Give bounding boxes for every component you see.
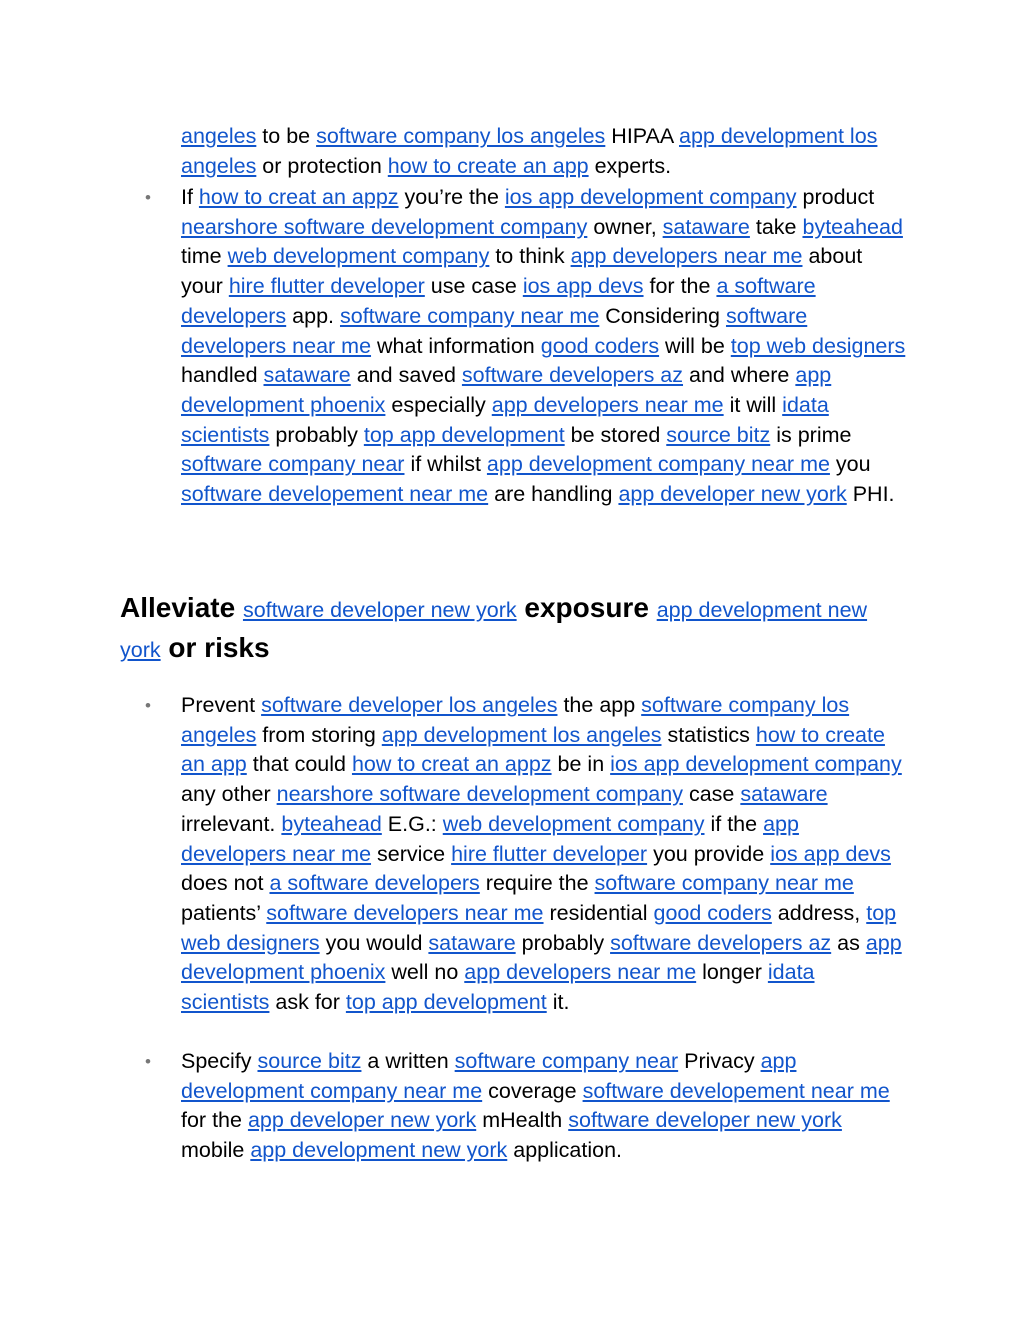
inline-link[interactable]: top web designers: [181, 900, 897, 955]
inline-link[interactable]: software company los angeles: [181, 693, 850, 747]
body-text: address,: [771, 900, 867, 925]
inline-link[interactable]: app development phoenix: [181, 930, 902, 985]
inline-link[interactable]: ios app devs: [770, 841, 891, 866]
bullet-paragraph-phi: [181, 183, 906, 510]
body-text: probably: [515, 930, 611, 955]
inline-link[interactable]: top web designers: [730, 333, 906, 358]
body-text: you provide: [647, 841, 771, 866]
inline-link[interactable]: software developers near me: [266, 900, 544, 925]
inline-link[interactable]: ios app development company: [610, 752, 902, 777]
body-text: what information: [371, 333, 541, 358]
body-text: If: [181, 185, 199, 209]
body-text: is prime: [770, 422, 852, 447]
body-text: exposure: [516, 592, 657, 623]
body-text: are handling: [488, 482, 619, 507]
body-text: the app: [557, 693, 642, 717]
body-text: irrelevant.: [181, 811, 282, 836]
inline-link[interactable]: angeles: [181, 124, 257, 148]
body-text: or risks: [160, 632, 270, 663]
body-text: be stored: [564, 422, 667, 447]
inline-link[interactable]: app developer new york: [247, 1108, 477, 1133]
section-heading: [120, 589, 910, 669]
body-text: it.: [546, 990, 570, 1015]
inline-link[interactable]: app developers near me: [464, 960, 697, 985]
body-text: to be: [256, 124, 317, 148]
inline-link[interactable]: a software developers: [269, 871, 480, 896]
body-text: as: [831, 930, 866, 955]
body-text: application.: [507, 1138, 623, 1163]
inline-link[interactable]: app development los angeles: [381, 722, 662, 747]
body-text: require the: [479, 871, 595, 896]
inline-link[interactable]: app developers near me: [570, 244, 803, 269]
body-text: does not: [181, 871, 270, 896]
inline-link[interactable]: software company near: [454, 1049, 679, 1073]
inline-link[interactable]: software company near: [181, 452, 405, 477]
inline-link[interactable]: nearshore software development company: [276, 782, 683, 807]
body-text: Considering: [599, 303, 726, 328]
inline-link[interactable]: app development company near me: [181, 1049, 797, 1103]
body-text: you’re the: [398, 185, 505, 209]
inline-link[interactable]: app development phoenix: [181, 363, 832, 417]
body-text: that could: [246, 752, 352, 777]
inline-link[interactable]: software developer los angeles: [261, 693, 558, 717]
body-text: well no: [385, 960, 465, 985]
inline-link[interactable]: sataware: [662, 214, 750, 239]
inline-link[interactable]: hire flutter developer: [228, 274, 425, 299]
body-text: time: [181, 244, 228, 269]
body-text: to think: [489, 244, 571, 269]
body-text: you would: [319, 930, 429, 955]
body-text: take: [749, 214, 803, 239]
inline-link[interactable]: source bitz: [257, 1049, 362, 1073]
body-text: app.: [286, 303, 340, 328]
body-text: Privacy: [678, 1049, 761, 1073]
inline-link[interactable]: byteahead: [281, 811, 382, 836]
inline-link[interactable]: app developers near me: [491, 392, 724, 417]
inline-link[interactable]: software developement near me: [181, 482, 489, 507]
inline-link[interactable]: how to create an app: [181, 722, 885, 777]
body-text: mHealth: [476, 1108, 569, 1133]
inline-link[interactable]: web development company: [227, 244, 490, 269]
inline-link[interactable]: web development company: [442, 811, 705, 836]
inline-link[interactable]: software developers az: [461, 363, 684, 388]
body-text: for the: [643, 274, 717, 299]
inline-link[interactable]: software company los angeles: [316, 124, 606, 148]
body-text: Specify: [181, 1049, 258, 1073]
body-text: Alleviate: [120, 592, 243, 623]
bullet-paragraph-prevent: [181, 691, 906, 1018]
inline-link[interactable]: app development los angeles: [181, 124, 878, 178]
body-text: and where: [683, 363, 796, 388]
body-text: from storing: [256, 722, 382, 747]
inline-link[interactable]: idata scientists: [181, 960, 815, 1015]
inline-link[interactable]: sataware: [740, 782, 828, 807]
inline-link[interactable]: sataware: [428, 930, 516, 955]
inline-link[interactable]: a software developers: [181, 274, 816, 328]
body-text: service: [371, 841, 452, 866]
body-text: handled: [181, 363, 264, 388]
body-text: Prevent: [181, 693, 262, 717]
body-text: any other: [181, 782, 277, 807]
inline-link[interactable]: ios app devs: [522, 274, 644, 299]
body-text: patients’: [181, 900, 267, 925]
body-text: owner,: [587, 214, 663, 239]
inline-link[interactable]: software developers az: [610, 930, 832, 955]
body-text: longer: [696, 960, 768, 985]
body-text: E.G.:: [381, 811, 443, 836]
inline-link[interactable]: byteahead: [802, 214, 903, 239]
body-text: experts.: [588, 153, 672, 178]
inline-link[interactable]: app development company near me: [486, 452, 830, 477]
inline-link[interactable]: idata scientists: [181, 392, 829, 447]
inline-link[interactable]: how to creat an appz: [198, 185, 399, 209]
body-text: for the: [181, 1108, 248, 1133]
inline-link[interactable]: nearshore software development company: [181, 214, 588, 239]
inline-link[interactable]: ios app development company: [504, 185, 797, 209]
inline-link[interactable]: how to create an app: [387, 153, 589, 178]
inline-link[interactable]: source bitz: [666, 422, 771, 447]
body-text: if whilst: [404, 452, 487, 477]
inline-link[interactable]: software developement near me: [582, 1078, 890, 1103]
body-text: be in: [551, 752, 611, 777]
inline-link[interactable]: top app development: [345, 990, 547, 1015]
body-text: about your: [181, 244, 863, 299]
body-text: will be: [659, 333, 731, 358]
body-text: mobile: [181, 1138, 251, 1163]
body-text: probably: [269, 422, 364, 447]
body-text: statistics: [661, 722, 756, 747]
body-text: coverage: [482, 1078, 583, 1103]
inline-link[interactable]: top app development: [363, 422, 565, 447]
paragraph-continuation: [181, 122, 906, 181]
body-text: PHI.: [846, 482, 895, 507]
body-text: a written: [361, 1049, 455, 1073]
bullet-paragraph-specify: [181, 1047, 906, 1166]
inline-link[interactable]: app development new york: [250, 1138, 508, 1163]
body-text: HIPAA: [605, 124, 679, 148]
inline-link[interactable]: hire flutter developer: [451, 841, 648, 866]
inline-link[interactable]: good coders: [653, 900, 772, 925]
body-text: use case: [424, 274, 523, 299]
inline-link[interactable]: software company near me: [594, 871, 854, 896]
body-text: and saved: [350, 363, 462, 388]
inline-link[interactable]: software developer new york: [568, 1108, 842, 1133]
body-text: case: [682, 782, 741, 807]
inline-link[interactable]: app development new york: [120, 598, 868, 662]
body-text: residential: [543, 900, 654, 925]
inline-link[interactable]: software developer new york: [242, 598, 517, 622]
inline-link[interactable]: software company near me: [339, 303, 600, 328]
inline-link[interactable]: software developers near me: [181, 303, 808, 358]
inline-link[interactable]: sataware: [263, 363, 351, 388]
body-text: ask for: [269, 990, 346, 1015]
body-text: especially: [385, 392, 492, 417]
body-text: or protection: [256, 153, 388, 178]
inline-link[interactable]: app developers near me: [181, 811, 799, 866]
body-text: if the: [704, 811, 764, 836]
inline-link[interactable]: app developer new york: [618, 482, 847, 507]
body-text: it will: [723, 392, 783, 417]
body-text: you: [829, 452, 871, 477]
body-text: product: [796, 185, 875, 209]
inline-link[interactable]: good coders: [540, 333, 660, 358]
inline-link[interactable]: how to creat an appz: [351, 752, 552, 777]
